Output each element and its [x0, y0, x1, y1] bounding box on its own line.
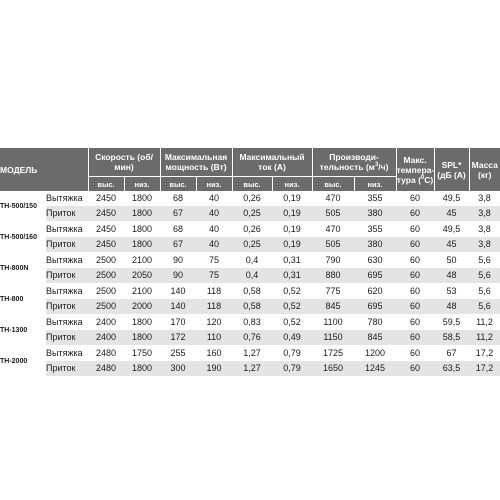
power-low-cell: 40 [196, 222, 232, 238]
header-speed: Скорость (об/мин) [88, 148, 160, 177]
current-low-cell: 0,31 [272, 268, 312, 284]
power-high-header: выс. [160, 177, 196, 192]
model-cell: TH-500/150 [0, 191, 46, 222]
mass-cell: 17,2 [469, 361, 500, 376]
speed-low-cell: 2100 [124, 253, 160, 269]
speed-low-cell: 1800 [124, 361, 160, 376]
flow-high-cell: 505 [312, 206, 354, 222]
model-cell: TH-800 [0, 284, 46, 315]
power-high-cell: 170 [160, 315, 196, 331]
flow-low-cell: 620 [354, 284, 396, 300]
max-temp-cell: 60 [410, 193, 421, 203]
flow-high-cell: 845 [312, 299, 354, 315]
flow-high-cell: 470 [312, 222, 354, 238]
power-high-cell: 172 [160, 330, 196, 346]
spl-cell: 45 [434, 206, 469, 222]
mass-cell: 3,8 [469, 206, 500, 222]
speed-high-cell: 2500 [88, 268, 124, 284]
speed-high-header: выс. [88, 177, 124, 192]
current-low-cell: 0,79 [272, 361, 312, 376]
speed-high-cell: 2500 [88, 253, 124, 269]
header-flow-line1: Производи- [329, 152, 379, 162]
current-low-cell: 0,19 [272, 206, 312, 222]
flow-low-cell: 695 [354, 299, 396, 315]
power-low-cell: 120 [196, 315, 232, 331]
current-low-cell: 0,79 [272, 346, 312, 362]
speed-low-cell: 1800 [124, 222, 160, 238]
direction-cell: Вытяжка [46, 193, 83, 203]
speed-high-cell: 2450 [96, 193, 117, 203]
speed-high-cell: 2500 [88, 299, 124, 315]
max-temp-cell: 60 [396, 361, 434, 376]
power-low-cell: 40 [196, 206, 232, 222]
model-cell: TH-800N [0, 253, 46, 284]
header-mass: Масса (кг) [469, 148, 500, 191]
power-low-header: низ. [196, 177, 232, 192]
flow-high-cell: 775 [312, 284, 354, 300]
speed-low-cell: 1750 [124, 346, 160, 362]
mass-cell: 3,8 [469, 237, 500, 253]
current-high-cell: 0,76 [232, 330, 272, 346]
speed-high-cell: 2400 [88, 330, 124, 346]
mass-cell: 3,8 [478, 193, 491, 203]
header-flow [312, 148, 396, 177]
spl-cell: 59,5 [434, 315, 469, 331]
table-row [0, 268, 500, 284]
flow-low-cell: 1200 [354, 346, 396, 362]
speed-high-cell: 2480 [88, 361, 124, 376]
spl-cell: 63,5 [434, 361, 469, 376]
power-low-cell: 40 [209, 193, 220, 203]
power-low-cell: 40 [196, 237, 232, 253]
mass-cell: 5,6 [469, 268, 500, 284]
current-low-header: низ. [272, 177, 312, 192]
max-temp-cell: 60 [396, 315, 434, 331]
current-low-cell: 0,19 [272, 237, 312, 253]
table-row [0, 315, 500, 331]
header-power: Максимальная мощность (Вт) [160, 148, 232, 177]
current-high-cell: 0,4 [232, 268, 272, 284]
table-row [0, 330, 500, 346]
current-high-header: выс. [232, 177, 272, 192]
flow-high-cell: 470 [325, 193, 341, 203]
mass-cell: 17,2 [469, 346, 500, 362]
max-temp-cell: 60 [396, 299, 434, 315]
power-high-cell: 90 [160, 268, 196, 284]
current-high-cell: 1,27 [232, 361, 272, 376]
speed-high-cell: 2400 [88, 315, 124, 331]
speed-low-cell: 1800 [124, 315, 160, 331]
power-high-cell: 68 [160, 222, 196, 238]
header-flow-tail: /ч) [378, 162, 389, 172]
flow-high-header: выс. [312, 177, 354, 192]
power-low-cell: 118 [196, 284, 232, 300]
speed-low-cell: 2000 [124, 299, 160, 315]
header-flow-line2: тельность (м [319, 162, 375, 172]
header-row [0, 148, 500, 177]
header-temp-line3: тура ( [396, 174, 421, 185]
flow-low-cell: 780 [354, 315, 396, 331]
table-row [0, 191, 500, 206]
table-row [0, 361, 500, 376]
direction-cell: Приток [46, 268, 88, 284]
flow-low-cell: 355 [354, 222, 396, 238]
model-cell: TH-1300 [0, 315, 46, 346]
speed-high-cell: 2450 [88, 222, 124, 238]
flow-high-cell: 505 [312, 237, 354, 253]
max-temp-cell: 60 [396, 268, 434, 284]
power-low-cell: 190 [196, 361, 232, 376]
mass-cell: 11,2 [469, 330, 500, 346]
flow-low-cell: 355 [367, 193, 383, 203]
speed-low-cell: 1800 [124, 330, 160, 346]
spl-cell: 50 [434, 253, 469, 269]
header-current: Максимальный ток (А) [232, 148, 312, 177]
power-low-cell: 75 [196, 268, 232, 284]
power-high-cell: 68 [173, 193, 184, 203]
table-row [0, 346, 500, 362]
current-low-cell: 0,52 [272, 299, 312, 315]
flow-high-cell: 1650 [312, 361, 354, 376]
direction-cell: Приток [46, 237, 88, 253]
direction-cell: Приток [46, 206, 88, 222]
current-low-cell: 0,19 [283, 193, 301, 203]
speed-high-cell: 2500 [88, 284, 124, 300]
current-high-cell: 0,25 [232, 237, 272, 253]
spl-cell: 49,5 [434, 222, 469, 238]
spl-cell: 49,5 [442, 193, 461, 203]
direction-cell: Приток [46, 361, 88, 376]
power-low-cell: 118 [196, 299, 232, 315]
mass-cell: 5,6 [469, 284, 500, 300]
flow-low-cell: 380 [354, 206, 396, 222]
power-low-cell: 160 [196, 346, 232, 362]
speed-high-cell: 2450 [88, 237, 124, 253]
header-temp [396, 148, 434, 191]
speed-high-cell: 2480 [88, 346, 124, 362]
current-high-cell: 0,26 [243, 193, 261, 203]
max-temp-cell: 60 [396, 237, 434, 253]
mass-cell: 3,8 [469, 222, 500, 238]
max-temp-cell: 60 [396, 253, 434, 269]
power-high-cell: 67 [160, 237, 196, 253]
current-high-cell: 0,58 [232, 299, 272, 315]
power-high-cell: 90 [160, 253, 196, 269]
direction-cell: Вытяжка [46, 253, 88, 269]
spl-cell: 53 [434, 284, 469, 300]
current-high-cell: 1,27 [232, 346, 272, 362]
table-row [0, 299, 500, 315]
header-temp-tail: С) [424, 174, 434, 185]
power-high-cell: 255 [160, 346, 196, 362]
direction-cell: Вытяжка [46, 346, 88, 362]
max-temp-cell: 60 [396, 330, 434, 346]
header-temp-line2: темпера- [396, 164, 435, 175]
power-low-cell: 110 [196, 330, 232, 346]
table-row [0, 237, 500, 253]
flow-high-cell: 790 [312, 253, 354, 269]
speed-low-cell: 2050 [124, 268, 160, 284]
mass-cell: 11,2 [469, 315, 500, 331]
current-low-cell: 0,49 [272, 330, 312, 346]
current-low-cell: 0,31 [272, 253, 312, 269]
mass-cell: 5,6 [469, 299, 500, 315]
current-low-cell: 0,52 [272, 315, 312, 331]
spl-cell: 58,5 [434, 330, 469, 346]
header-temp-sup: 0 [420, 174, 425, 181]
direction-cell: Приток [46, 299, 88, 315]
spl-cell: 67 [434, 346, 469, 362]
flow-low-cell: 380 [354, 237, 396, 253]
header-spl: SPL* (дБ (А) [434, 148, 469, 191]
model-cell: TH-500/160 [0, 222, 46, 253]
current-low-cell: 0,19 [272, 222, 312, 238]
direction-cell: Вытяжка [46, 222, 88, 238]
header-temp-line1: Макс. [403, 154, 427, 165]
flow-low-cell: 1245 [354, 361, 396, 376]
speed-low-cell: 1800 [124, 237, 160, 253]
current-high-cell: 0,25 [232, 206, 272, 222]
spl-cell: 48 [434, 299, 469, 315]
spl-cell: 48 [434, 268, 469, 284]
header-model: МОДЕЛЬ [0, 148, 88, 191]
current-high-cell: 0,83 [232, 315, 272, 331]
max-temp-cell: 60 [396, 284, 434, 300]
mass-cell: 5,6 [469, 253, 500, 269]
power-high-cell: 140 [160, 284, 196, 300]
direction-cell: Вытяжка [46, 315, 88, 331]
header-flow-sup: 3 [374, 162, 379, 169]
current-high-cell: 0,4 [232, 253, 272, 269]
flow-low-cell: 845 [354, 330, 396, 346]
power-high-cell: 67 [160, 206, 196, 222]
table-row [0, 253, 500, 269]
table-row [0, 206, 500, 222]
speed-high-cell: 2450 [88, 206, 124, 222]
max-temp-cell: 60 [396, 206, 434, 222]
direction-cell: Вытяжка [46, 284, 88, 300]
current-high-cell: 0,58 [232, 284, 272, 300]
power-high-cell: 140 [160, 299, 196, 315]
power-high-cell: 300 [160, 361, 196, 376]
power-low-cell: 75 [196, 253, 232, 269]
current-high-cell: 0,26 [232, 222, 272, 238]
flow-low-cell: 630 [354, 253, 396, 269]
table-row [0, 284, 500, 300]
flow-high-cell: 1100 [312, 315, 354, 331]
speed-low-cell: 2100 [124, 284, 160, 300]
flow-low-header: низ. [354, 177, 396, 192]
flow-high-cell: 1150 [312, 330, 354, 346]
max-temp-cell: 60 [396, 222, 434, 238]
direction-cell: Приток [46, 330, 88, 346]
flow-high-cell: 1725 [312, 346, 354, 362]
speed-low-header: низ. [124, 177, 160, 192]
flow-low-cell: 695 [354, 268, 396, 284]
specifications-table [0, 148, 500, 376]
model-cell: TH-2000 [0, 346, 46, 377]
table-row [0, 222, 500, 238]
max-temp-cell: 60 [396, 346, 434, 362]
spl-cell: 45 [434, 237, 469, 253]
speed-low-cell: 1800 [124, 206, 160, 222]
flow-high-cell: 880 [312, 268, 354, 284]
speed-low-cell: 1800 [132, 193, 153, 203]
current-low-cell: 0,52 [272, 284, 312, 300]
